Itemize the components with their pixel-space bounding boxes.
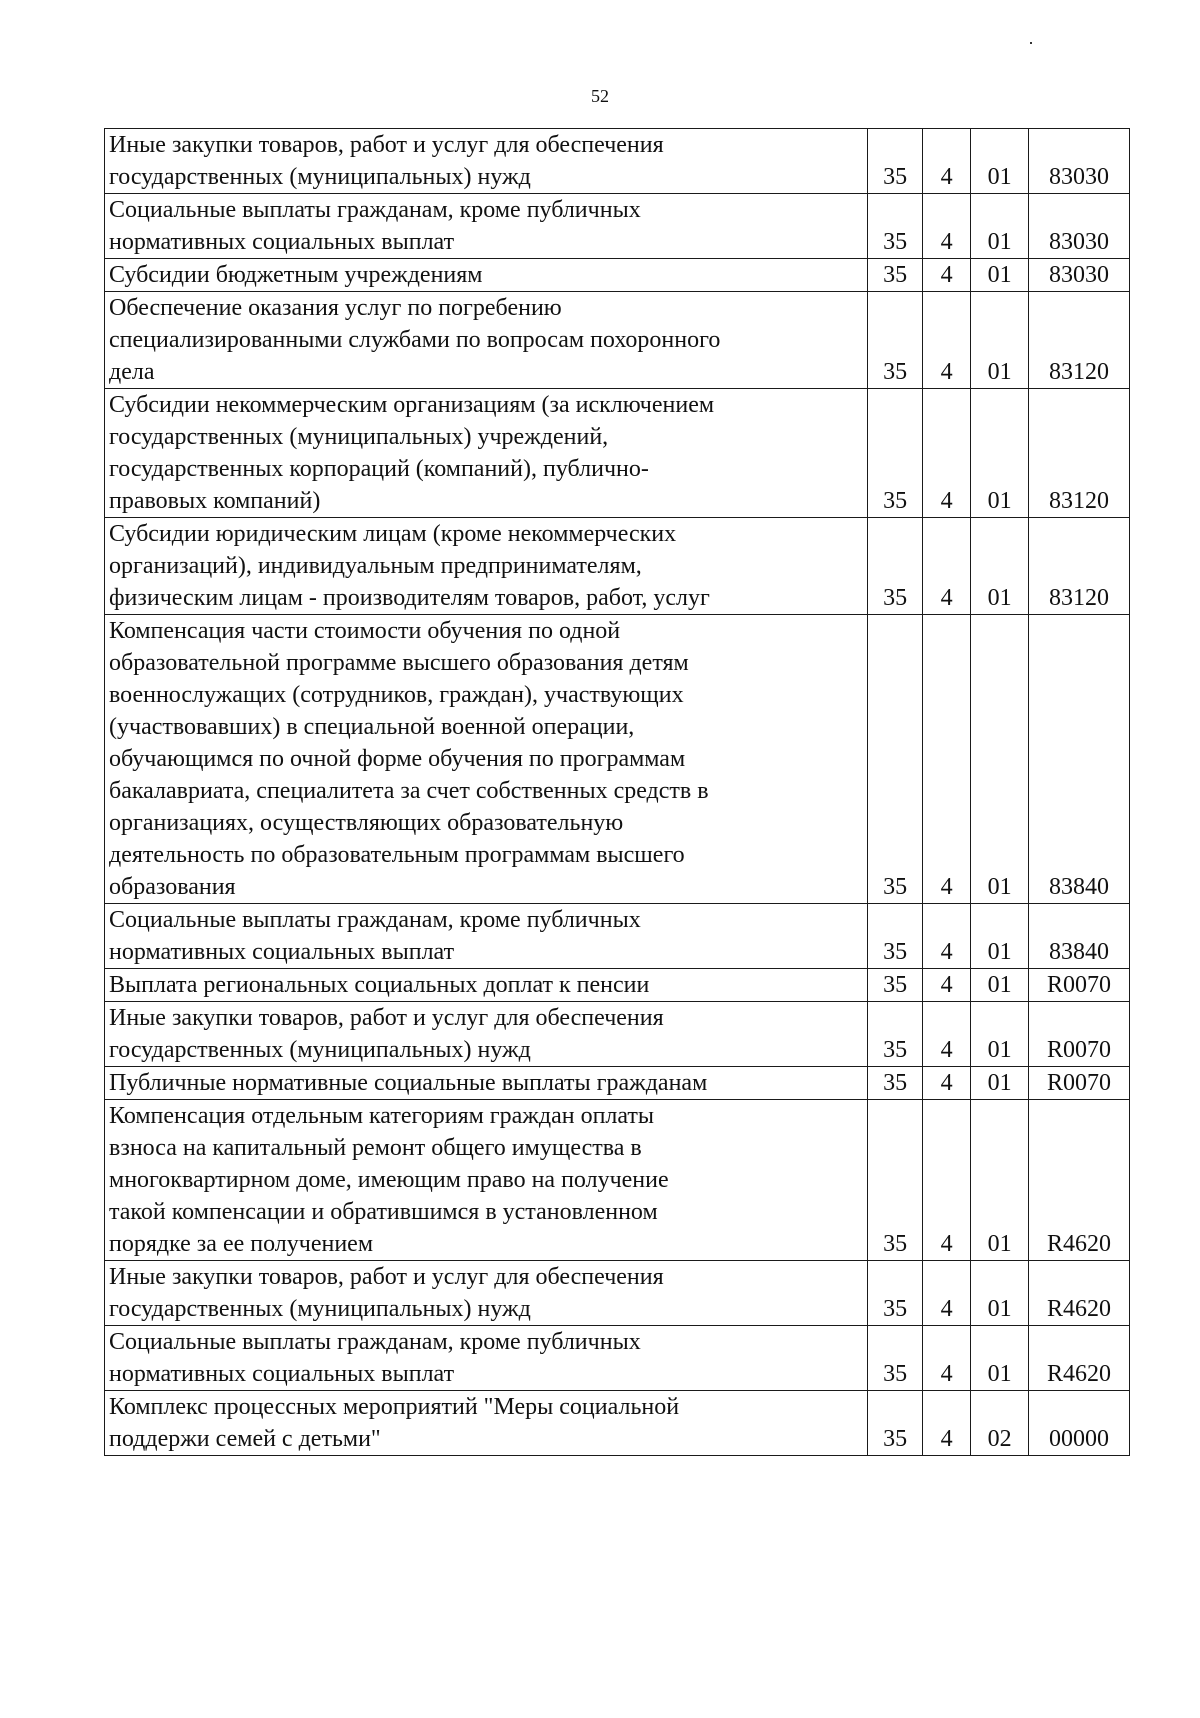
table-row bbox=[105, 1261, 1130, 1326]
row-code-c4: R4620 bbox=[1029, 1326, 1130, 1391]
row-code-c3: 01 bbox=[971, 292, 1029, 389]
row-code-c4: R0070 bbox=[1029, 1067, 1130, 1100]
row-code-c4: R4620 bbox=[1029, 1100, 1130, 1261]
row-code-c3: 01 bbox=[971, 518, 1029, 615]
table-row bbox=[105, 615, 1130, 904]
row-description: Иные закупки товаров, работ и услуг для обеспечения государственных (муниципальных) нужд bbox=[109, 132, 664, 190]
row-code-c2: 4 bbox=[923, 194, 971, 259]
row-code-c2: 4 bbox=[923, 1261, 971, 1326]
row-code-c2: 4 bbox=[923, 259, 971, 292]
row-code-c1: 35 bbox=[868, 969, 923, 1002]
row-code-c1: 35 bbox=[868, 1067, 923, 1100]
row-description: Компенсация части стоимости обучения по одной образовательной программе высшего образования детям военнослужащих (сотрудников, граждан), участвующих (участвовавших) в специальной военной операции, обучающимся по очной форме обучения по программам бакалавриата, специалитета за счет собственных средств в организациях, осуществляющих образовательную деятельность по образовательным программам высшего образования bbox=[109, 618, 709, 900]
row-code-c3: 01 bbox=[971, 615, 1029, 904]
row-description: Иные закупки товаров, работ и услуг для обеспечения государственных (муниципальных) нужд bbox=[109, 1264, 664, 1322]
scan-speck bbox=[1030, 42, 1032, 44]
row-description-cell bbox=[105, 194, 868, 259]
row-code-c2: 4 bbox=[923, 389, 971, 518]
table-row bbox=[105, 129, 1130, 194]
row-code-c1: 35 bbox=[868, 615, 923, 904]
row-description: Комплекс процессных мероприятий "Меры социальной поддержи семей с детьми" bbox=[109, 1394, 680, 1452]
row-code-c3: 01 bbox=[971, 969, 1029, 1002]
row-code-c4: 83120 bbox=[1029, 292, 1130, 389]
row-description: Публичные нормативные социальные выплаты гражданам bbox=[109, 1070, 708, 1096]
row-description: Иные закупки товаров, работ и услуг для обеспечения государственных (муниципальных) нужд bbox=[109, 1005, 664, 1063]
row-code-c2: 4 bbox=[923, 1391, 971, 1456]
row-code-c4: R4620 bbox=[1029, 1261, 1130, 1326]
row-code-c4: 83030 bbox=[1029, 129, 1130, 194]
row-code-c2: 4 bbox=[923, 518, 971, 615]
table-row bbox=[105, 292, 1130, 389]
row-code-c4: 00000 bbox=[1029, 1391, 1130, 1456]
row-description-cell bbox=[105, 1067, 868, 1100]
row-code-c2: 4 bbox=[923, 1326, 971, 1391]
page-number: 52 bbox=[591, 86, 609, 106]
table-row bbox=[105, 1067, 1130, 1100]
table-row bbox=[105, 1002, 1130, 1067]
row-code-c1: 35 bbox=[868, 389, 923, 518]
row-code-c4: R0070 bbox=[1029, 1002, 1130, 1067]
row-description: Социальные выплаты гражданам, кроме публичных нормативных социальных выплат bbox=[109, 1329, 641, 1387]
table-row bbox=[105, 904, 1130, 969]
row-description: Социальные выплаты гражданам, кроме публичных нормативных социальных выплат bbox=[109, 197, 641, 255]
row-description-cell bbox=[105, 1100, 868, 1261]
table-row bbox=[105, 969, 1130, 1002]
row-description-cell bbox=[105, 1261, 868, 1326]
row-code-c3: 01 bbox=[971, 389, 1029, 518]
row-description-cell bbox=[105, 389, 868, 518]
row-code-c2: 4 bbox=[923, 1002, 971, 1067]
row-code-c3: 01 bbox=[971, 1002, 1029, 1067]
row-description-cell bbox=[105, 259, 868, 292]
row-code-c2: 4 bbox=[923, 129, 971, 194]
row-description-cell bbox=[105, 1326, 868, 1391]
row-code-c1: 35 bbox=[868, 1100, 923, 1261]
row-code-c2: 4 bbox=[923, 1067, 971, 1100]
row-code-c4: 83840 bbox=[1029, 615, 1130, 904]
table-row bbox=[105, 1391, 1130, 1456]
row-description: Обеспечение оказания услуг по погребению специализированными службами по вопросам похоронного дела bbox=[109, 295, 721, 385]
row-code-c1: 35 bbox=[868, 904, 923, 969]
row-code-c1: 35 bbox=[868, 129, 923, 194]
row-code-c1: 35 bbox=[868, 1391, 923, 1456]
row-code-c1: 35 bbox=[868, 292, 923, 389]
row-code-c4: 83120 bbox=[1029, 389, 1130, 518]
table-row bbox=[105, 259, 1130, 292]
row-code-c2: 4 bbox=[923, 1100, 971, 1261]
table-row bbox=[105, 389, 1130, 518]
row-code-c3: 01 bbox=[971, 259, 1029, 292]
table-row bbox=[105, 194, 1130, 259]
row-code-c3: 01 bbox=[971, 1261, 1029, 1326]
table-row bbox=[105, 1100, 1130, 1261]
row-description-cell bbox=[105, 518, 868, 615]
row-code-c2: 4 bbox=[923, 969, 971, 1002]
row-code-c1: 35 bbox=[868, 518, 923, 615]
row-description: Выплата региональных социальных доплат к пенсии bbox=[109, 972, 650, 998]
row-code-c3: 01 bbox=[971, 1067, 1029, 1100]
row-code-c1: 35 bbox=[868, 1326, 923, 1391]
budget-table bbox=[104, 128, 1130, 1456]
row-code-c3: 01 bbox=[971, 904, 1029, 969]
row-code-c2: 4 bbox=[923, 904, 971, 969]
table-row bbox=[105, 518, 1130, 615]
row-code-c4: 83030 bbox=[1029, 194, 1130, 259]
row-code-c3: 02 bbox=[971, 1391, 1029, 1456]
row-code-c3: 01 bbox=[971, 129, 1029, 194]
row-code-c4: 83120 bbox=[1029, 518, 1130, 615]
row-description-cell bbox=[105, 1391, 868, 1456]
row-description-cell bbox=[105, 292, 868, 389]
row-description: Компенсация отдельным категориям граждан оплаты взноса на капитальный ремонт общего имущества в многоквартирном доме, имеющим право на получение такой компенсации и обратившимся в установленном порядке за ее получением bbox=[109, 1103, 669, 1257]
row-code-c2: 4 bbox=[923, 292, 971, 389]
row-code-c1: 35 bbox=[868, 1002, 923, 1067]
row-code-c2: 4 bbox=[923, 615, 971, 904]
row-description-cell bbox=[105, 129, 868, 194]
table-body bbox=[105, 129, 1130, 1456]
row-description-cell bbox=[105, 904, 868, 969]
row-code-c1: 35 bbox=[868, 259, 923, 292]
row-description-cell bbox=[105, 615, 868, 904]
row-description: Субсидии некоммерческим организациям (за исключением государственных (муниципальных) учреждений, государственных корпораций (компаний), публично- правовых компаний) bbox=[109, 392, 715, 514]
row-code-c3: 01 bbox=[971, 194, 1029, 259]
row-code-c1: 35 bbox=[868, 1261, 923, 1326]
row-description: Социальные выплаты гражданам, кроме публичных нормативных социальных выплат bbox=[109, 907, 641, 965]
row-description-cell bbox=[105, 1002, 868, 1067]
row-description-cell bbox=[105, 969, 868, 1002]
row-description: Субсидии юридическим лицам (кроме некоммерческих организаций), индивидуальным предпринимателям, физическим лицам - производителям товаров, работ, услуг bbox=[109, 521, 710, 611]
row-code-c4: 83840 bbox=[1029, 904, 1130, 969]
row-code-c4: R0070 bbox=[1029, 969, 1130, 1002]
row-code-c1: 35 bbox=[868, 194, 923, 259]
row-description: Субсидии бюджетным учреждениям bbox=[109, 262, 483, 288]
table-row bbox=[105, 1326, 1130, 1391]
row-code-c4: 83030 bbox=[1029, 259, 1130, 292]
row-code-c3: 01 bbox=[971, 1326, 1029, 1391]
row-code-c3: 01 bbox=[971, 1100, 1029, 1261]
